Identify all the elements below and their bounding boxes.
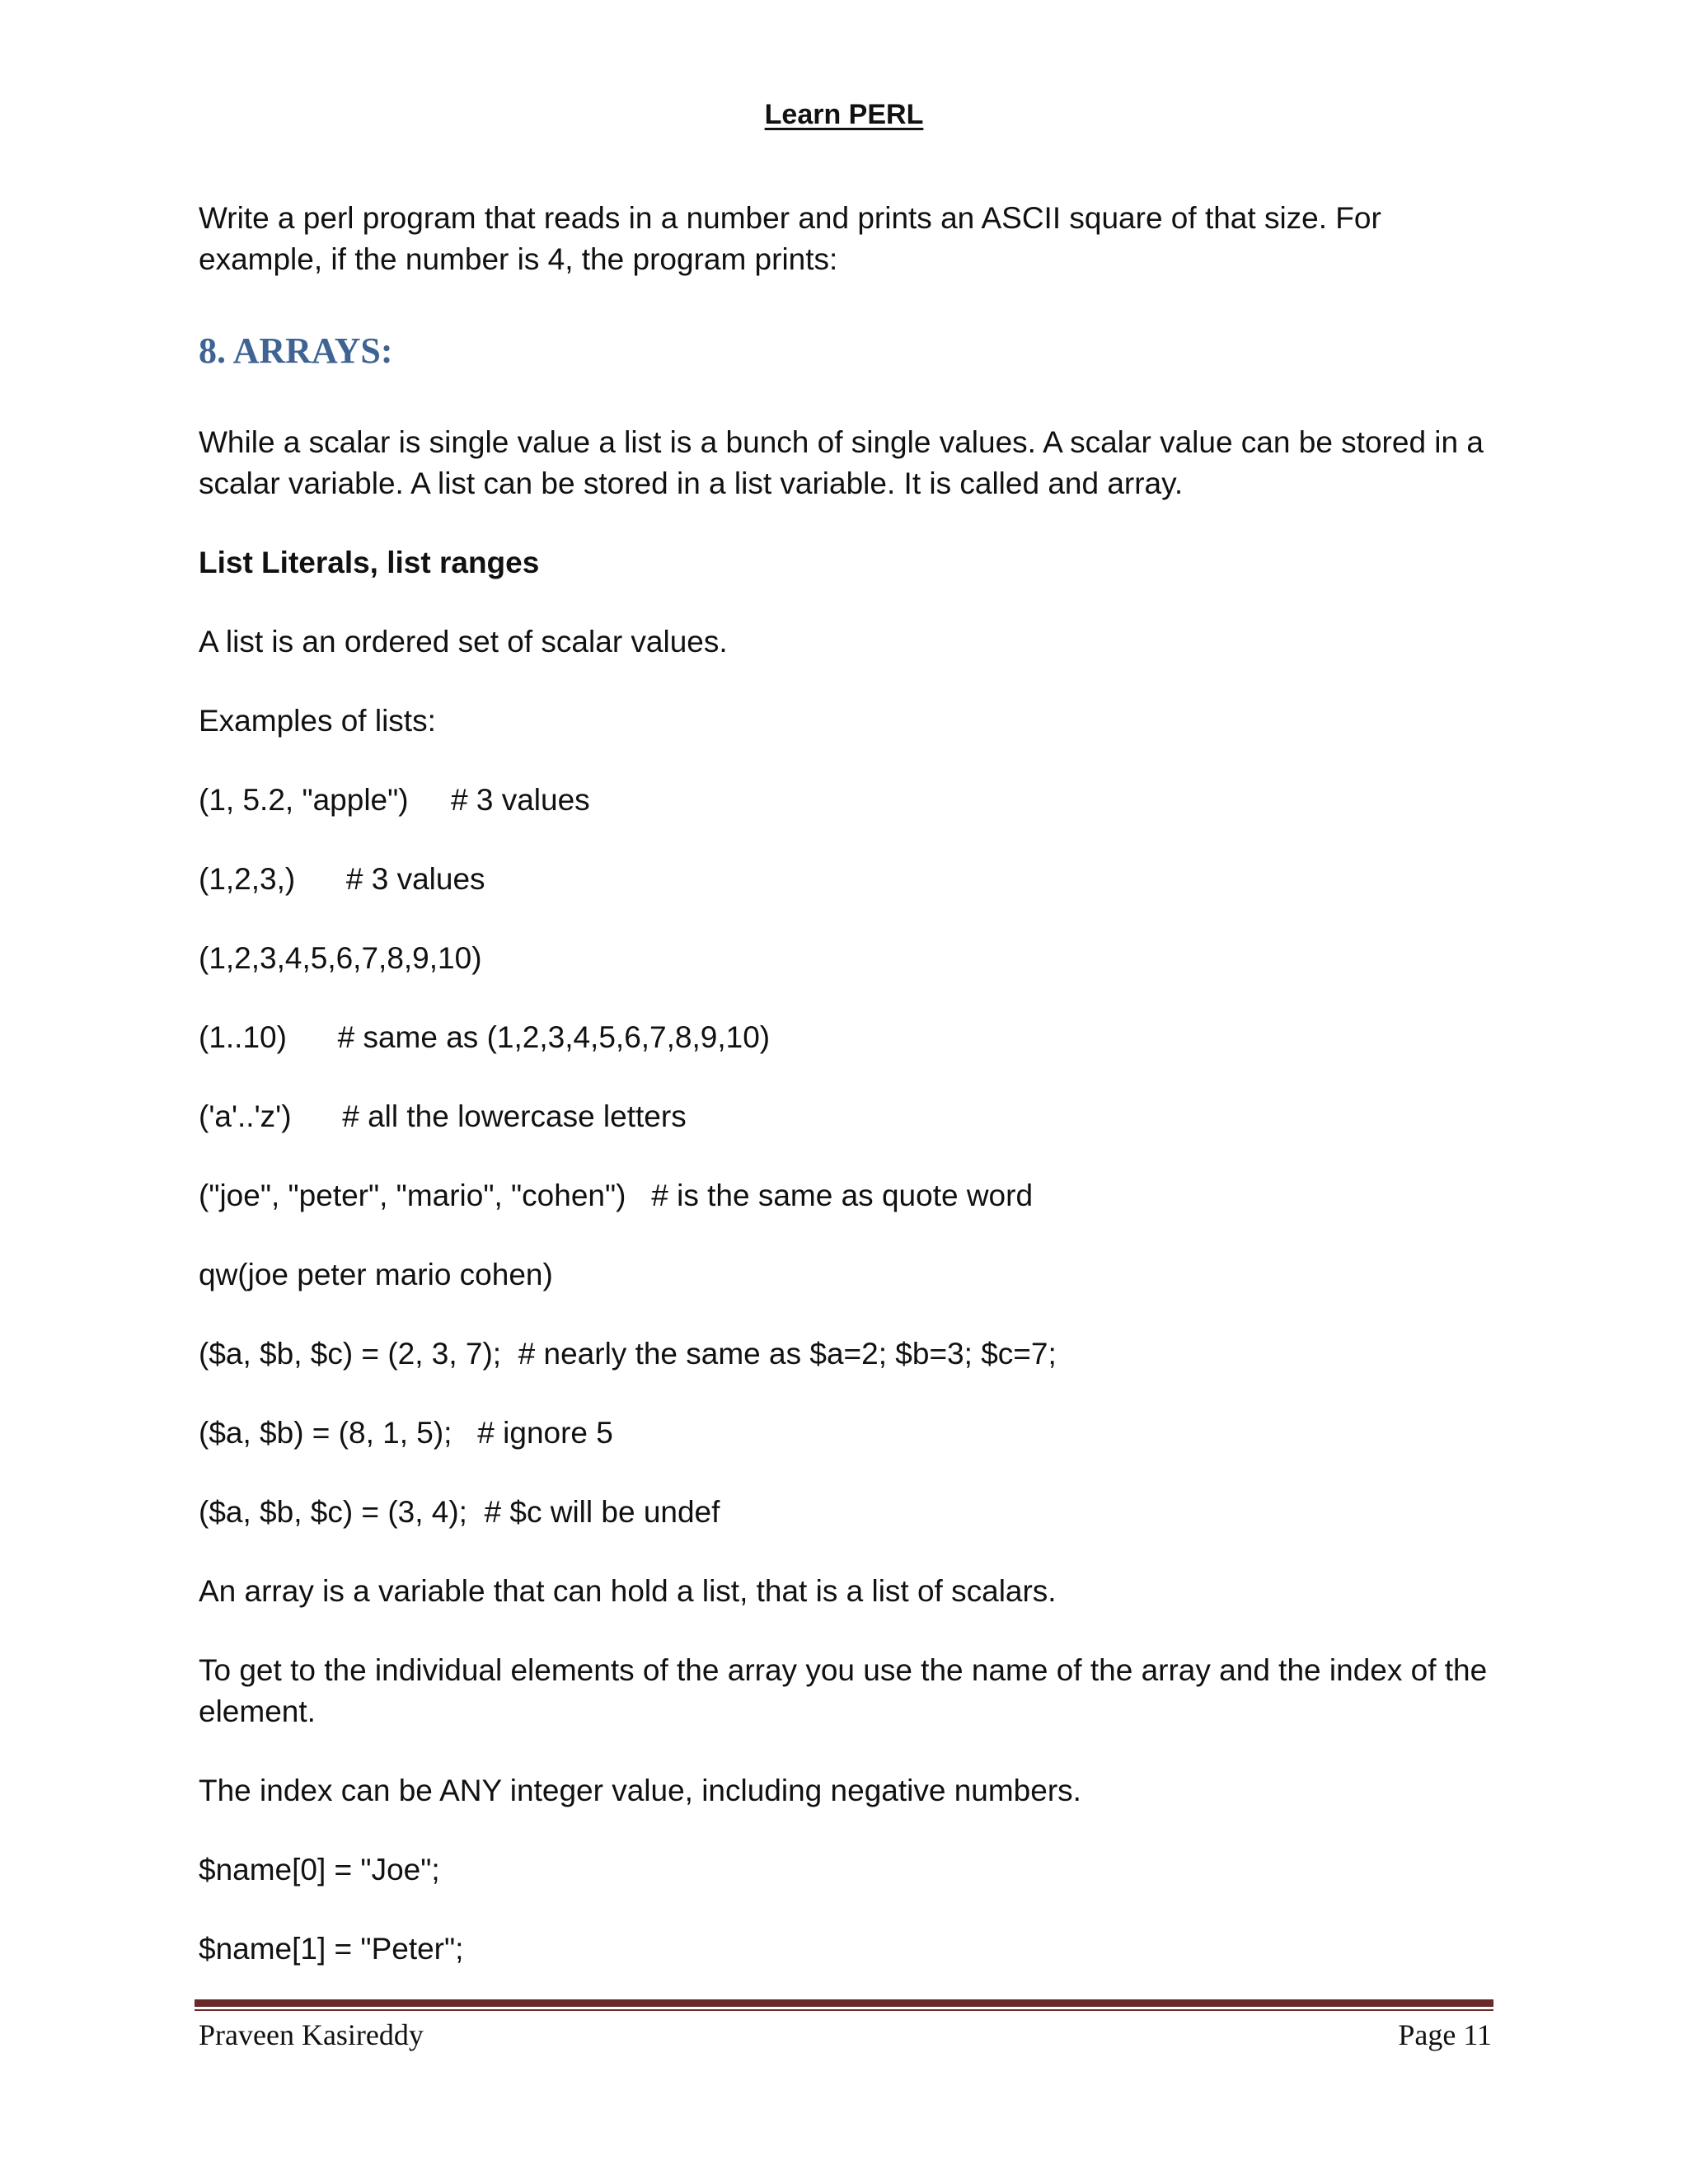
array-definition-paragraph: An array is a variable that can hold a list, that is a list of scalars. <box>199 1574 1057 1608</box>
code-line: (1,2,3,) # 3 values <box>199 862 485 896</box>
code-line: ("joe", "peter", "mario", "cohen") # is the same as quote word <box>199 1179 1034 1212</box>
code-line: ($a, $b, $c) = (3, 4); # $c will be undef <box>199 1495 720 1529</box>
examples-label: Examples of lists: <box>199 704 436 738</box>
negative-index-paragraph: The index can be ANY integer value, including negative numbers. <box>199 1774 1081 1807</box>
code-line: (1,2,3,4,5,6,7,8,9,10) <box>199 941 482 975</box>
code-line: ($a, $b) = (8, 1, 5); # ignore 5 <box>199 1416 613 1450</box>
assignment-line: $name[0] = "Joe"; <box>199 1853 440 1886</box>
scalar-list-paragraph: While a scalar is single value a list is a bunch of single values. A scalar value can be stored in a scalar variable. A list can be stored in a list variable. It is called and array. <box>199 425 1493 500</box>
page-content <box>199 198 1496 2008</box>
footer-rule-thin <box>195 2009 1493 2011</box>
array-index-paragraph: To get to the individual elements of the array you use the name of the array and the index of the element. <box>199 1653 1496 1728</box>
section-heading-arrays: 8. ARRAYS: <box>199 330 393 371</box>
subheading-list-literals: List Literals, list ranges <box>199 546 540 579</box>
code-line: (1, 5.2, "apple") # 3 values <box>199 783 590 817</box>
assignment-line: $name[1] = "Peter"; <box>199 1932 464 1966</box>
code-line: qw(joe peter mario cohen) <box>199 1258 553 1291</box>
code-line: (1..10) # same as (1,2,3,4,5,6,7,8,9,10) <box>199 1020 771 1054</box>
footer-page-number: Page 11 <box>1398 2018 1492 2051</box>
code-line: ('a'..'z') # all the lowercase letters <box>199 1099 687 1133</box>
footer-author: Praveen Kasireddy <box>199 2018 424 2051</box>
list-definition-paragraph: A list is an ordered set of scalar values. <box>199 625 728 658</box>
running-header-title: Learn PERL <box>764 99 924 130</box>
code-line: ($a, $b, $c) = (2, 3, 7); # nearly the same as $a=2; $b=3; $c=7; <box>199 1337 1057 1371</box>
exercise-paragraph: Write a perl program that reads in a number and prints an ASCII square of that size. For example, if the number is 4, the program prints: <box>199 201 1390 276</box>
footer-rule-thick <box>195 1999 1493 2007</box>
